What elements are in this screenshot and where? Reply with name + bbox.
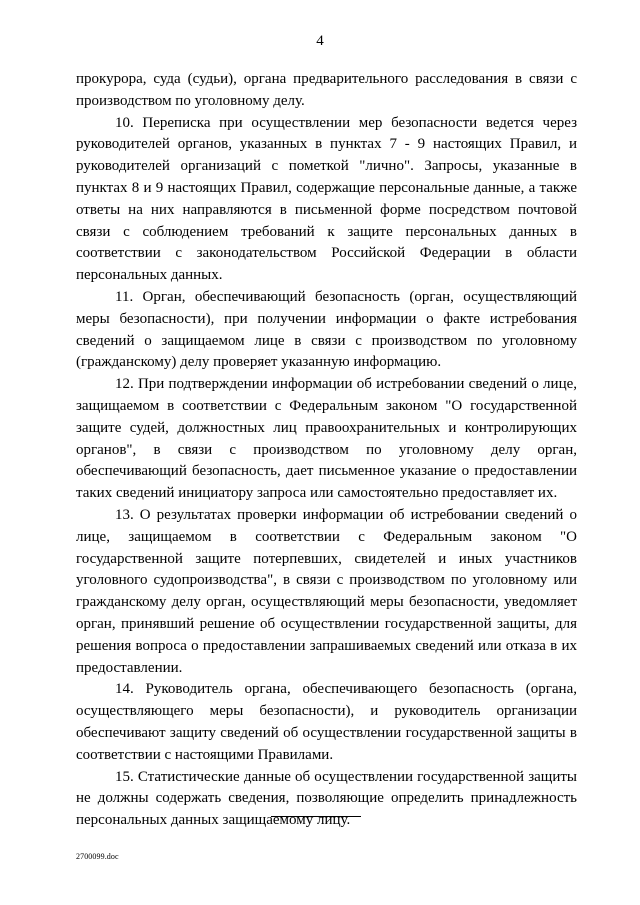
paragraph-10: 10. Переписка при осуществлении мер безопасности ведется через руководителей органов, указанных в пунктах 7 - 9 настоящих Правил, и руководителей организаций с пометкой "лично". Запросы, указанные в пунктах 8 и 9 настоящих Правил, содержащие персональные данные, а также ответы на них направляются в письменной форме посредством почтовой связи с соблюдением требований к защите персональных данных в соответствии с законодательством Российской Федерации в области персональных данных. xyxy=(76,114,577,284)
paragraph-12: 12. При подтверждении информации об истребовании сведений о лице, защищаемом в соответствии с Федеральным законом "О государственной защите судей, должностных лиц правоохранительных и контролирующих органов", в связи с производством по уголовному делу орган, обеспечивающий безопасность, дает письменное указание о предоставлении таких сведений инициатору запроса или самостоятельно предоставляет их. xyxy=(76,376,577,502)
document-file-code: 2700099.doc xyxy=(76,852,119,861)
paragraph-15: 15. Статистические данные об осуществлении государственной защиты не должны содержать сведения, позволяющие определить принадлежность персональных данных защищаемому лицу. xyxy=(76,768,577,829)
document-body xyxy=(76,69,577,832)
paragraph-14: 14. Руководитель органа, обеспечивающего безопасность (органа, осуществляющего меры безопасности), и руководитель организации обеспечивают защиту сведений об осуществлении государственной защиты в соответствии с настоящими Правилами. xyxy=(76,681,577,763)
end-rule-divider xyxy=(271,816,361,817)
paragraph-11: 11. Орган, обеспечивающий безопасность (орган, осуществляющий меры безопасности), при получении информации о факте истребования сведений о защищаемом лице в связи с производством по уголовному (гражданскому) делу проверяет указанную информацию. xyxy=(76,288,577,371)
paragraph-13: 13. О результатах проверки информации об истребовании сведений о лице, защищаемом в соответствии с Федеральным законом "О государственной защите потерпевших, свидетелей и иных участников уголовного судопроизводства", в связи с производством по уголовному или гражданскому делу орган, осуществляющий меры безопасности, уведомляет орган, принявший решение об осуществлении государственной защиты, для решения вопроса о предоставлении запрашиваемых сведений или отказа в их предоставлении. xyxy=(76,506,577,676)
page-number: 4 xyxy=(316,33,324,49)
paragraph-continuation: прокурора, суда (судьи), органа предварительного расследования в связи с производством по уголовному делу. xyxy=(76,71,577,109)
